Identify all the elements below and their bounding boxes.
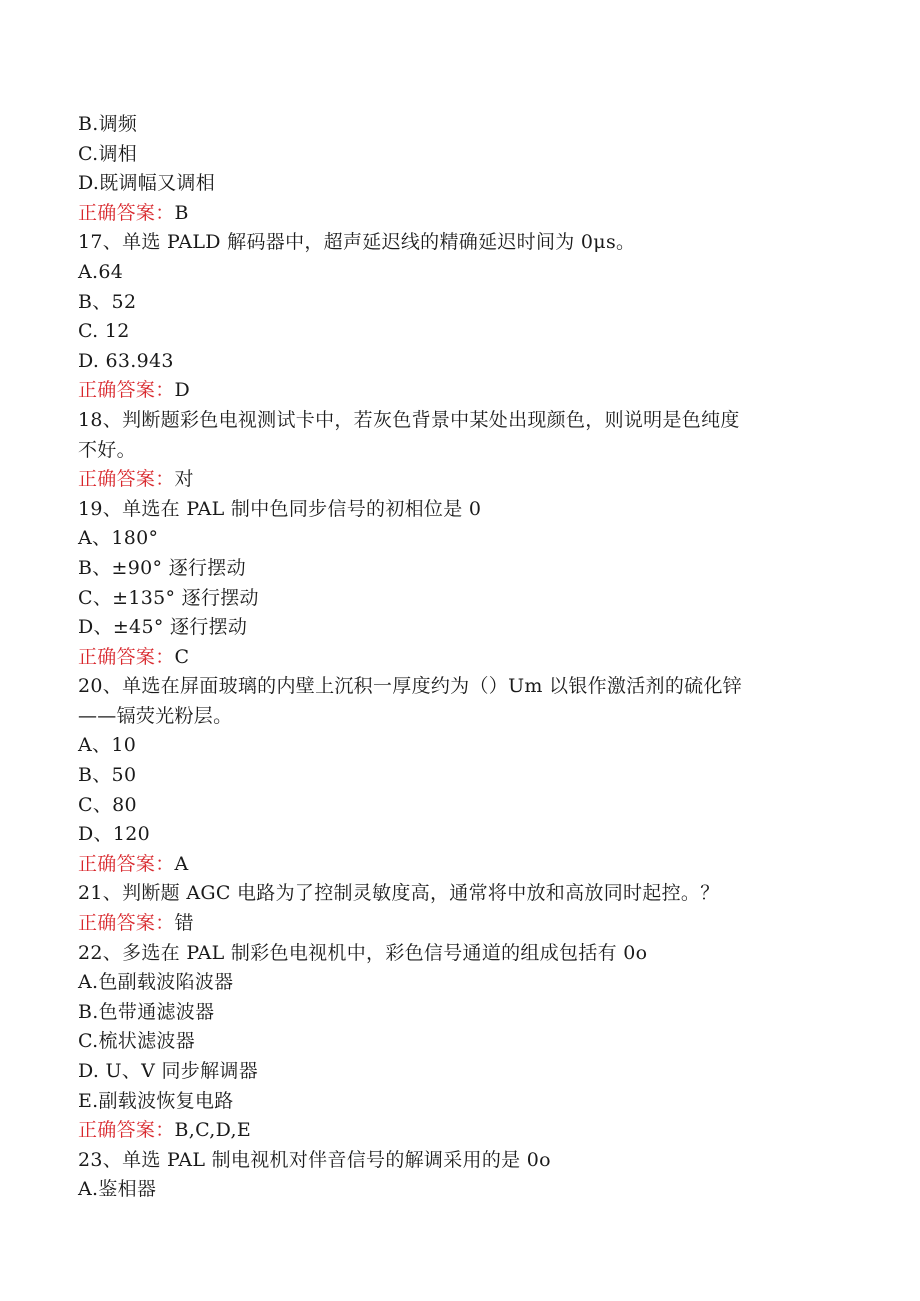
option-text: C、±135° 逐行摆动 [78, 586, 259, 609]
answer-line [78, 199, 838, 229]
option-text: B.调频 [78, 113, 138, 135]
answer-value: D [174, 379, 191, 402]
question-text: 20、单选在屏面玻璃的内壁上沉积一厚度约为（）Um 以银作激活剂的硫化锌 [78, 675, 743, 698]
question-text: 19、单选在 PAL 制中色同步信号的初相位是 0 [78, 497, 482, 520]
answer-line [78, 643, 838, 673]
question-text: ——镉荧光粉层。 [78, 704, 233, 727]
option-text: D.既调幅又调相 [78, 172, 215, 195]
option-text: A.64 [78, 260, 124, 283]
answer-value: B,C,D,E [174, 1119, 251, 1142]
option-text: E.副载波恢复电路 [78, 1089, 234, 1112]
question-text: 不好。 [78, 438, 136, 461]
answer-label: 正确答案： [78, 645, 175, 668]
option-text: D. 63.943 [78, 349, 174, 372]
option-text: C、80 [78, 793, 137, 816]
question-text: 22、多选在 PAL 制彩色电视机中，彩色信号通道的组成包括有 0o [78, 941, 648, 964]
question-list [78, 110, 838, 1205]
question-text: 23、单选 PAL 制电视机对伴音信号的解调采用的是 0o [78, 1148, 551, 1171]
answer-value: C [174, 645, 190, 668]
answer-label: 正确答案： [78, 201, 175, 224]
answer-label: 正确答案： [78, 1119, 175, 1142]
option-text: B.色带通滤波器 [78, 1000, 215, 1023]
answer-label: 正确答案： [78, 912, 175, 935]
question-text: 17、单选 PALD 解码器中，超声延迟线的精确延迟时间为 0μs。 [78, 231, 636, 254]
option-text: B、52 [78, 290, 137, 313]
option-text: C.调相 [78, 142, 138, 165]
answer-line [78, 909, 838, 939]
option-text: D、±45° 逐行摆动 [78, 616, 248, 639]
answer-label: 正确答案： [78, 852, 175, 875]
question-text: 21、判断题 AGC 电路为了控制灵敏度高，通常将中放和高放同时起控。？ [78, 882, 720, 905]
answer-line [78, 465, 838, 495]
option-text: A、10 [78, 734, 137, 757]
answer-value: B [174, 201, 189, 224]
answer-value: 对 [174, 468, 194, 491]
answer-value: A [174, 852, 189, 875]
answer-line [78, 1116, 838, 1146]
option-text: A.色副载波陷波器 [78, 971, 234, 994]
answer-line [78, 850, 838, 880]
option-text: C.梳状滤波器 [78, 1030, 196, 1053]
option-text: B、50 [78, 764, 137, 787]
answer-line [78, 376, 838, 406]
option-text: A、180° [78, 527, 159, 550]
option-text: D、120 [78, 823, 150, 846]
option-text: A.鉴相器 [78, 1178, 157, 1201]
option-text: C. 12 [78, 320, 130, 343]
option-text: B、±90° 逐行摆动 [78, 556, 246, 579]
option-text: D. U、V 同步解调器 [78, 1060, 259, 1082]
answer-label: 正确答案： [78, 468, 175, 491]
answer-value: 错 [174, 912, 194, 935]
answer-label: 正确答案： [78, 379, 175, 402]
question-text: 18、判断题彩色电视测试卡中，若灰色背景中某处出现颜色，则说明是色纯度 [78, 408, 740, 431]
